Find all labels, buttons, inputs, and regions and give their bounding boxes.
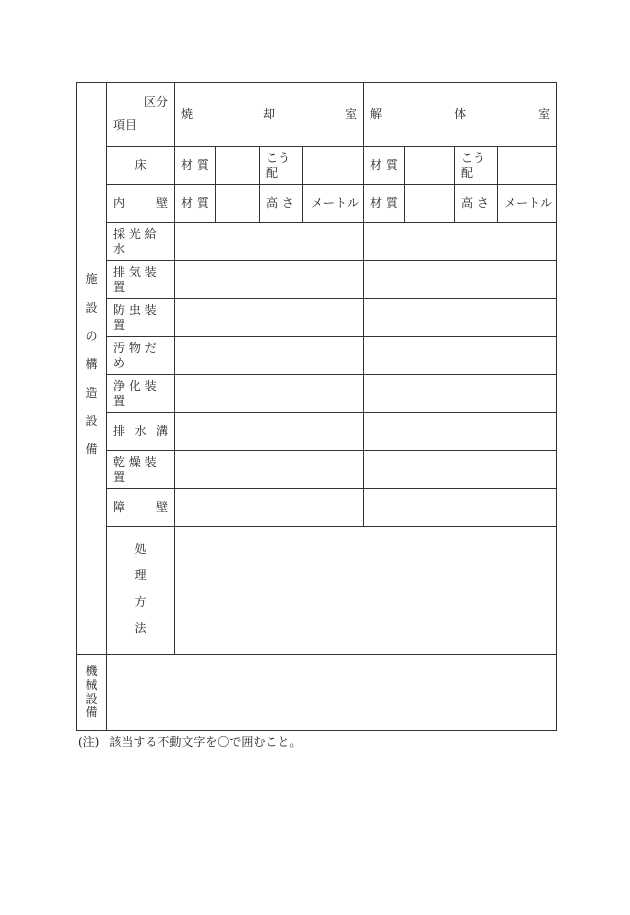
barrier-wall-incineration-input[interactable] xyxy=(175,489,364,527)
footnote xyxy=(78,733,301,750)
floor-material-input-1[interactable] xyxy=(216,147,260,185)
floor-material-label: 材 質 xyxy=(175,147,216,185)
waste-pit-incineration-input[interactable] xyxy=(175,337,364,375)
row-label-drying: 乾 燥 装 置 xyxy=(107,451,175,489)
row-label-insect-proof: 防 虫 装 置 xyxy=(107,299,175,337)
waste-pit-dismantling-input[interactable] xyxy=(364,337,557,375)
inner-wall-material-input-1[interactable] xyxy=(216,185,260,223)
machinery-equipment-input[interactable] xyxy=(107,655,557,731)
purification-incineration-input[interactable] xyxy=(175,375,364,413)
exhaust-incineration-input[interactable] xyxy=(175,261,364,299)
insect-proof-incineration-input[interactable] xyxy=(175,299,364,337)
inner-wall-material-label-2: 材 質 xyxy=(364,185,405,223)
purification-dismantling-input[interactable] xyxy=(364,375,557,413)
inner-wall-material-input-2[interactable] xyxy=(405,185,455,223)
lighting-water-incineration-input[interactable] xyxy=(175,223,364,261)
header-division-label: 区分 xyxy=(143,95,168,109)
exhaust-dismantling-input[interactable] xyxy=(364,261,557,299)
facility-form-table xyxy=(76,82,557,731)
floor-slope-label-2: こう配 xyxy=(455,147,498,185)
inner-wall-height-label-2: 高 さ xyxy=(455,185,498,223)
header-incineration-room: 焼 却 室 xyxy=(175,83,364,147)
lighting-water-dismantling-input[interactable] xyxy=(364,223,557,261)
floor-label: 床 xyxy=(107,147,175,185)
drain-incineration-input[interactable] xyxy=(175,413,364,451)
row-label-lighting-water: 採 光 給 水 xyxy=(107,223,175,261)
footnote-text: 該当する不動文字を〇で囲むこと。 xyxy=(109,735,302,749)
floor-material-label-2: 材 質 xyxy=(364,147,405,185)
drying-dismantling-input[interactable] xyxy=(364,451,557,489)
drying-incineration-input[interactable] xyxy=(175,451,364,489)
header-division-item-cell xyxy=(107,83,175,147)
inner-wall-height-label: 高 さ xyxy=(260,185,303,223)
inner-wall-label: 内 壁 xyxy=(107,185,175,223)
floor-material-input-2[interactable] xyxy=(405,147,455,185)
footnote-prefix: (注) xyxy=(78,735,100,749)
inner-wall-material-label: 材 質 xyxy=(175,185,216,223)
floor-slope-input-2[interactable] xyxy=(498,147,557,185)
processing-method-label: 処 理 方 法 xyxy=(107,527,175,655)
drain-dismantling-input[interactable] xyxy=(364,413,557,451)
row-label-barrier-wall: 障 壁 xyxy=(107,489,175,527)
row-label-waste-pit: 汚 物 だ め xyxy=(107,337,175,375)
inner-wall-height-unit: メートル xyxy=(303,185,364,223)
processing-method-input[interactable] xyxy=(175,527,557,655)
section-label-facility-structure: 施 設 の 構 造 設 備 xyxy=(77,83,107,655)
inner-wall-height-unit-2: メートル xyxy=(498,185,557,223)
header-dismantling-room: 解 体 室 xyxy=(364,83,557,147)
header-item-label: 項目 xyxy=(113,117,138,132)
insect-proof-dismantling-input[interactable] xyxy=(364,299,557,337)
row-label-purification: 浄 化 装 置 xyxy=(107,375,175,413)
floor-slope-input-1[interactable] xyxy=(303,147,364,185)
row-label-drain: 排 水 溝 xyxy=(107,413,175,451)
floor-slope-label: こう配 xyxy=(260,147,303,185)
machinery-equipment-label: 機 械 設 備 xyxy=(77,655,107,731)
row-label-exhaust: 排 気 装 置 xyxy=(107,261,175,299)
barrier-wall-dismantling-input[interactable] xyxy=(364,489,557,527)
